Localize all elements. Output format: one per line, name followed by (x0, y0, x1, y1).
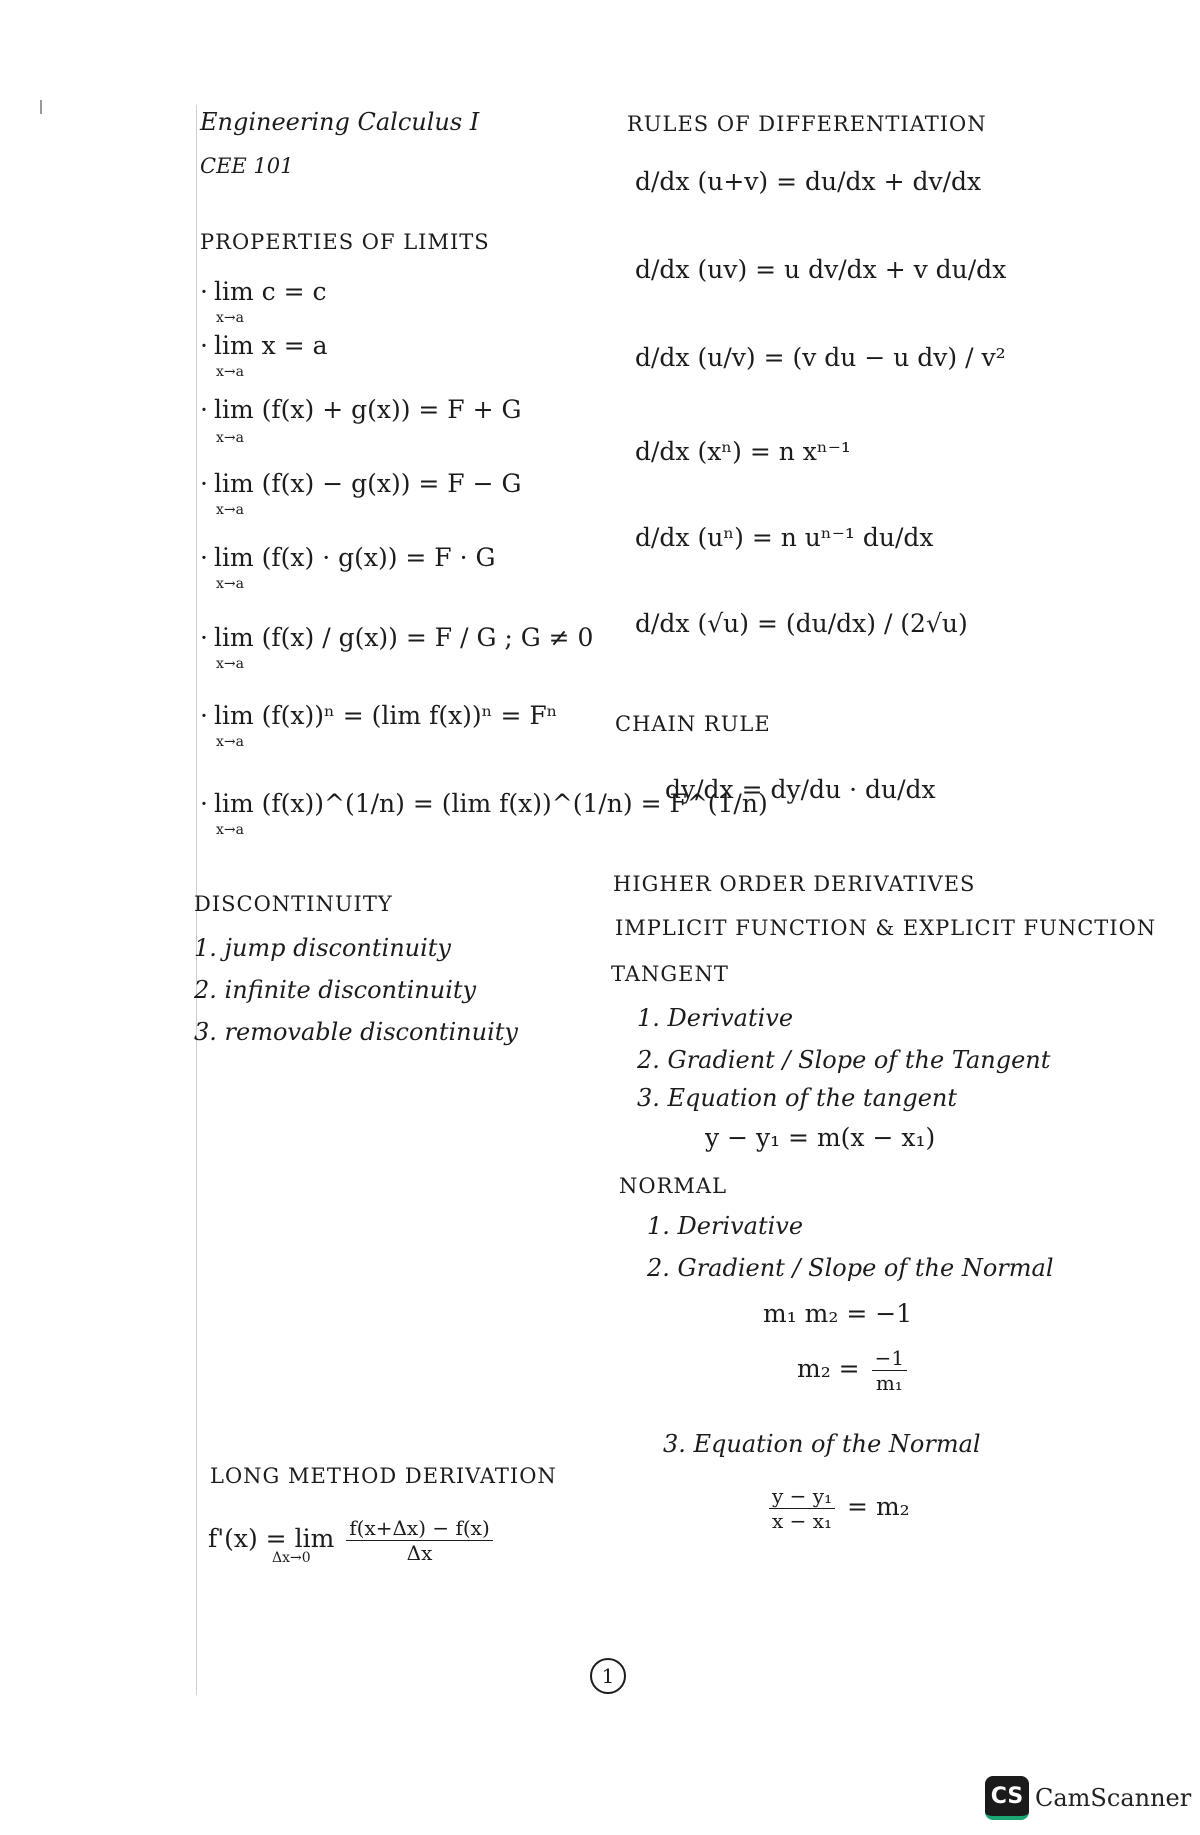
limit-sub: x→a (216, 430, 244, 446)
chain-rule: dy/dx = dy/du · du/dx (665, 775, 936, 804)
normal-item: 2. Gradient / Slope of the Normal (647, 1254, 1054, 1282)
diff-rule: d/dx (√u) = (du/dx) / (2√u) (635, 609, 968, 638)
diff-rule: d/dx (uⁿ) = n uⁿ⁻¹ du/dx (635, 523, 934, 552)
rules-heading: RULES OF DIFFERENTIATION (627, 112, 987, 136)
normal-equation: $\frac{\text{y − y₁}}{\text{x − x₁}}$ = m₂ (765, 1484, 910, 1533)
diff-rule: d/dx (xⁿ) = n xⁿ⁻¹ (635, 437, 851, 466)
normal-item: 1. Derivative (647, 1212, 804, 1240)
camscanner-watermark (985, 1776, 1191, 1820)
implicit-explicit-heading: IMPLICIT FUNCTION & EXPLICIT FUNCTION (615, 916, 1157, 940)
limit-rule: · lim (f(x) − g(x)) = F − G (200, 469, 522, 498)
camscanner-name: CamScanner (1035, 1784, 1192, 1812)
diff-rule: d/dx (u/v) = (v du − u dv) / v² (635, 343, 1006, 372)
normal-heading: NORMAL (619, 1174, 728, 1198)
course-code: CEE 101 (200, 154, 294, 178)
diff-rule: d/dx (u+v) = du/dx + dv/dx (635, 167, 982, 196)
disc-item: 3. removable discontinuity (194, 1018, 518, 1046)
limit-sub: x→a (216, 576, 244, 592)
normal-item: 3. Equation of the Normal (663, 1430, 981, 1458)
limit-sub: x→a (216, 734, 244, 750)
camscanner-logo-icon: CS (985, 1776, 1029, 1820)
disc-item: 1. jump discontinuity (194, 934, 451, 962)
long-method-heading: LONG METHOD DERIVATION (210, 1464, 557, 1488)
tangent-item: 1. Derivative (637, 1004, 794, 1032)
limit-sub: x→a (216, 656, 244, 672)
tangent-heading: TANGENT (611, 962, 729, 986)
limit-sub: x→a (216, 822, 244, 838)
diff-rule: d/dx (uv) = u dv/dx + v du/dx (635, 255, 1007, 284)
limit-rule: · lim c = c (200, 277, 327, 306)
limit-rule: · lim (f(x) / g(x)) = F / G ; G ≠ 0 (200, 623, 594, 652)
limit-rule: · lim x = a (200, 331, 328, 360)
limit-rule: · lim (f(x))^(1/n) = (lim f(x))^(1/n) = F^(1/n) (200, 789, 768, 818)
margin-mark (40, 100, 42, 114)
limit-sub: x→a (216, 502, 244, 518)
notes-title: Engineering Calculus I (200, 108, 480, 136)
long-method-formula: f'(x) = lim $\frac{f(x+\Delta x) - f(x)}{\Delta x}$ (208, 1516, 497, 1565)
discontinuity-heading: DISCONTINUITY (194, 892, 393, 916)
higher-order-heading: HIGHER ORDER DERIVATIVES (613, 872, 976, 896)
limit-sub: x→a (216, 310, 244, 326)
tangent-item: 2. Gradient / Slope of the Tangent (637, 1046, 1051, 1074)
disc-item: 2. infinite discontinuity (194, 976, 477, 1004)
long-method-sub: Δx→0 (272, 1550, 311, 1566)
chain-rule-heading: CHAIN RULE (615, 712, 771, 736)
limit-rule: · lim (f(x))ⁿ = (lim f(x))ⁿ = Fⁿ (200, 701, 558, 730)
tangent-item: 3. Equation of the tangent (637, 1084, 958, 1112)
normal-slope-product: m₁ m₂ = −1 (763, 1299, 913, 1328)
page-number: 1 (590, 1658, 626, 1694)
tangent-equation: y − y₁ = m(x − x₁) (705, 1123, 936, 1152)
limit-rule: · lim (f(x) · g(x)) = F · G (200, 543, 496, 572)
normal-slope: m₂ = $\frac{-1}{\text{m₁}}$ (797, 1346, 911, 1395)
limit-rule: · lim (f(x) + g(x)) = F + G (200, 395, 522, 424)
limits-heading: PROPERTIES OF LIMITS (200, 230, 490, 254)
limit-sub: x→a (216, 364, 244, 380)
